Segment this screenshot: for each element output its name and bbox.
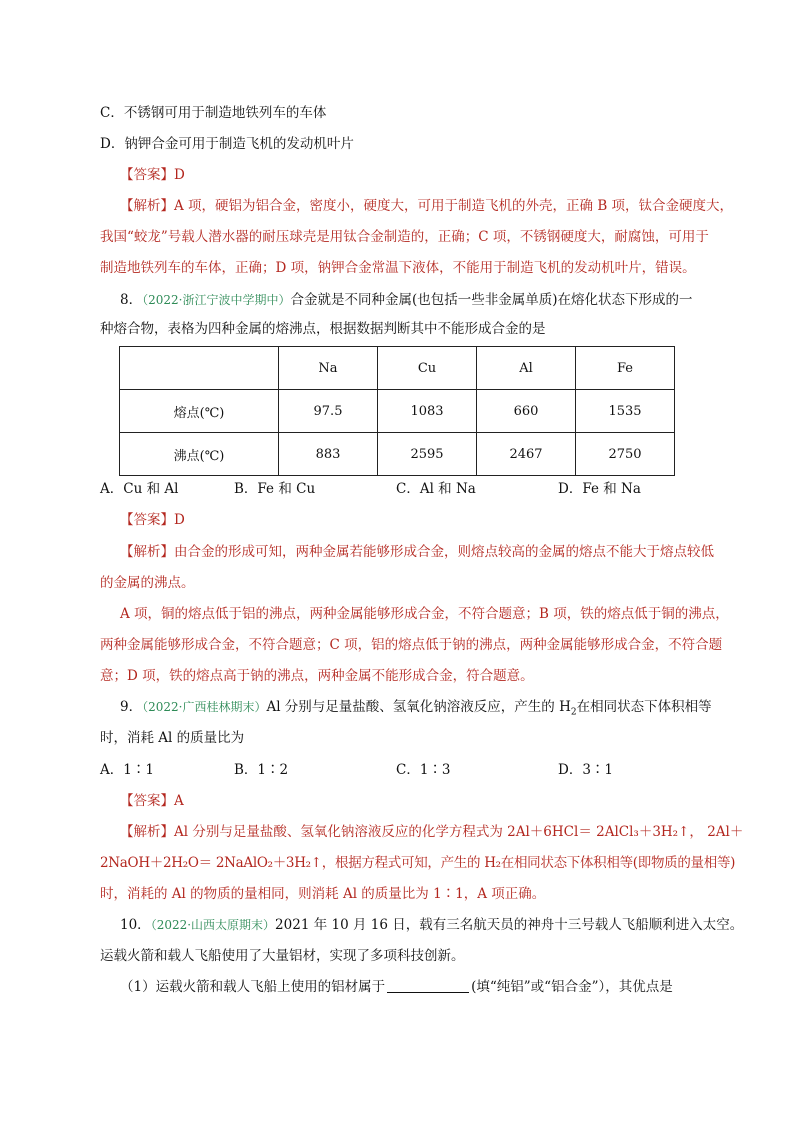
answer-value: D [174, 512, 185, 528]
sub-question-text: (填“纯铝”或“铝合金”），其优点是 [471, 979, 673, 995]
q9-option-a: A．1∶1 [100, 762, 154, 778]
answer-label: 【答案】 [120, 167, 174, 183]
table-row [120, 390, 675, 433]
q9-analysis-line-1 [120, 822, 743, 842]
table-cell: 熔点(℃) [120, 390, 279, 433]
q8-analysis-line-1 [120, 542, 714, 562]
q7-answer [120, 165, 185, 185]
q9-answer [120, 791, 184, 811]
table-cell: 660 [477, 390, 576, 433]
q8-analysis-line-4: 两种金属能够形成合金，不符合题意；C 项，铝的熔点低于钠的沸点，两种金属能够形成合金，不符合题 [100, 637, 723, 653]
table-cell: 2750 [576, 433, 675, 476]
q8-option-b: B．Fe 和 Cu [234, 481, 316, 497]
q9-option-b: B．1∶2 [234, 762, 289, 778]
analysis-text: A 项，硬铝为铝合金，密度小，硬度大，可用于制造飞机的外壳，正确 B 项，钛合金硬度大， [174, 198, 734, 214]
q8-option-c: C．Al 和 Na [396, 481, 476, 497]
analysis-text: Al 分别与足量盐酸、氢氧化钠溶液反应的化学方程式为 2Al＋6HCl＝ 2AlCl₃＋3H₂↑， 2Al＋ [174, 824, 744, 840]
table-cell: 2467 [477, 433, 576, 476]
q9-analysis-line-3: 时，消耗的 Al 的物质的量相同，则消耗 Al 的质量比为 1∶1，A 项正确。 [100, 886, 546, 902]
subscript: 2 [570, 707, 577, 718]
table-cell: Na [279, 347, 378, 390]
q10-sub-question-1 [120, 977, 673, 997]
answer-value: A [174, 793, 184, 809]
q7-option-c: C．不锈钢可用于制造地铁列车的车体 [100, 105, 327, 121]
table-cell: Fe [576, 347, 675, 390]
sub-question-text: （1）运载火箭和载人飞船上使用的铝材属于 [120, 979, 386, 995]
q10-stem-line-1 [120, 915, 743, 935]
q7-analysis-line-1 [120, 196, 733, 216]
answer-label: 【答案】 [120, 512, 174, 528]
q8-option-d: D．Fe 和 Na [558, 481, 641, 497]
q8-analysis-line-3: A 项，铜的熔点低于铝的沸点，两种金属能够形成合金，不符合题意；B 项，铁的熔点低于铜的沸点， [120, 606, 729, 622]
question-number: 9． [120, 699, 143, 715]
table-cell: 97.5 [279, 390, 378, 433]
table-cell: 883 [279, 433, 378, 476]
q8-stem-line-2: 种熔合物，表格为四种金属的熔沸点，根据数据判断其中不能形成合金的是 [100, 321, 546, 337]
table-cell: 1535 [576, 390, 675, 433]
answer-value: D [174, 167, 185, 183]
q8-option-a: A．Cu 和 Al [100, 481, 179, 497]
q10-stem-line-2: 运载火箭和载人飞船使用了大量铝材，实现了多项科技创新。 [100, 948, 465, 964]
question-source: （2022·广西桂林期末） [142, 700, 267, 714]
question-source: （2022·浙江宁波中学期中） [142, 293, 291, 307]
table-cell: Cu [378, 347, 477, 390]
question-source: （2022·山西太原期末） [150, 918, 276, 932]
analysis-label: 【解析】 [120, 544, 174, 560]
table-cell: 1083 [378, 390, 477, 433]
analysis-label: 【解析】 [120, 824, 174, 840]
q7-analysis-line-2: 我国“蛟龙”号载人潜水器的耐压球壳是用钛合金制造的，正确；C 项，不锈钢硬度大，耐腐蚀，可用于 [100, 229, 709, 245]
q7-option-d: D．钠钾合金可用于制造飞机的发动机叶片 [100, 136, 354, 152]
table-cell [120, 347, 279, 390]
table-row [120, 433, 675, 476]
analysis-label: 【解析】 [120, 198, 174, 214]
stem-text: 在相同状态下体积相等 [576, 699, 712, 715]
q8-analysis-line-2: 的金属的沸点。 [100, 575, 195, 591]
answer-blank[interactable] [387, 978, 469, 993]
melting-boiling-table [119, 346, 675, 476]
q9-option-c: C．1∶3 [396, 762, 451, 778]
q9-stem-line-2: 时，消耗 Al 的质量比为 [100, 730, 245, 746]
q8-stem-line-1 [120, 290, 693, 310]
question-number: 10． [120, 917, 151, 933]
answer-label: 【答案】 [120, 793, 174, 809]
q9-stem-line-1 [120, 697, 712, 717]
stem-text: 合金就是不同种金属(也包括一些非金属单质)在熔化状态下形成的一 [290, 292, 693, 308]
table-cell: Al [477, 347, 576, 390]
q9-analysis-line-2: 2NaOH＋2H₂O＝ 2NaAlO₂＋3H₂↑，根据方程式可知，产生的 H₂在相同状态下体积相等(即物质的量相等) [100, 855, 736, 871]
stem-text: Al 分别与足量盐酸、氢氧化钠溶液反应，产生的 H [266, 699, 571, 715]
table-cell: 2595 [378, 433, 477, 476]
stem-text: 2021 年 10 月 16 日，载有三名航天员的神舟十三号载人飞船顺利进入太空。 [275, 917, 744, 933]
q8-analysis-line-5: 意；D 项，铁的熔点高于钠的沸点，两种金属不能形成合金，符合题意。 [100, 668, 534, 684]
q8-answer [120, 510, 185, 530]
table-header-row [120, 347, 675, 390]
q7-analysis-line-3: 制造地铁列车的车体，正确；D 项，钠钾合金常温下液体，不能用于制造飞机的发动机叶片，错误。 [100, 260, 696, 276]
analysis-text: 由合金的形成可知，两种金属若能够形成合金，则熔点较高的金属的熔点不能大于熔点较低 [174, 544, 714, 560]
question-number: 8． [120, 292, 143, 308]
q9-option-d: D．3∶1 [558, 762, 614, 778]
table-cell: 沸点(℃) [120, 433, 279, 476]
